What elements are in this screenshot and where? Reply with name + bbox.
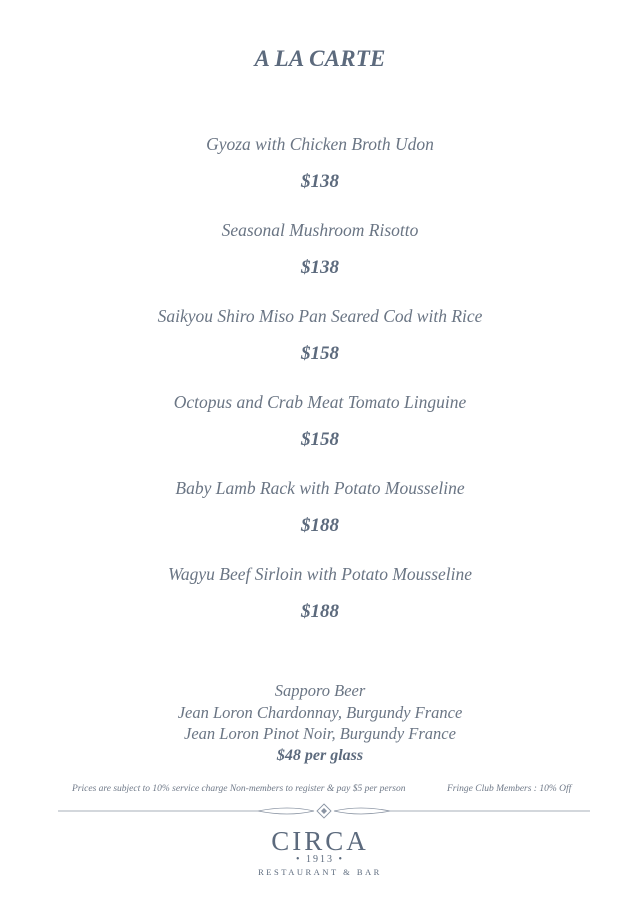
- drink-item: Jean Loron Pinot Noir, Burgundy France: [184, 724, 456, 743]
- menu-item-price: $188: [301, 601, 339, 622]
- menu-item: [0, 131, 640, 217]
- menu-item-price: $188: [301, 515, 339, 536]
- drinks-section: [0, 680, 640, 766]
- logo-name: CIRCA: [271, 826, 369, 856]
- menu-item: [0, 303, 640, 389]
- menu-item-price: $138: [301, 171, 339, 192]
- menu-item-name: Baby Lamb Rack with Potato Mousseline: [175, 478, 465, 498]
- drink-item: Jean Loron Chardonnay, Burgundy France: [177, 702, 463, 722]
- ornamental-divider: [58, 801, 590, 821]
- menu-item-price: $158: [301, 343, 339, 364]
- menu-item-price: $138: [301, 257, 339, 278]
- menu-item: [0, 561, 640, 647]
- menu-title: A LA CARTE: [254, 46, 386, 71]
- menu-item: [0, 217, 640, 303]
- logo-year: • 1913 •: [295, 854, 344, 865]
- logo-subtitle: RESTAURANT & BAR: [258, 867, 382, 877]
- menu-items: [0, 131, 640, 647]
- drink-price: $48 per glass: [276, 746, 364, 764]
- menu-item: [0, 389, 640, 475]
- menu-item-name: Octopus and Crab Meat Tomato Linguine: [173, 392, 467, 412]
- menu-item-name: Wagyu Beef Sirloin with Potato Mousseline: [167, 564, 473, 584]
- drink-item: Sapporo Beer: [274, 681, 366, 700]
- menu-item-name: Saikyou Shiro Miso Pan Seared Cod with Rice: [157, 306, 483, 326]
- menu-item-name: Seasonal Mushroom Risotto: [221, 220, 419, 240]
- menu-item: [0, 475, 640, 561]
- footnote-member-discount: Fringe Club Members : 10% Off: [447, 784, 572, 794]
- menu-item-price: $158: [301, 429, 339, 450]
- footnote-service-charge: Prices are subject to 10% service charge Non-members to register & pay $5 per person: [72, 784, 406, 794]
- menu-item-name: Gyoza with Chicken Broth Udon: [206, 134, 434, 154]
